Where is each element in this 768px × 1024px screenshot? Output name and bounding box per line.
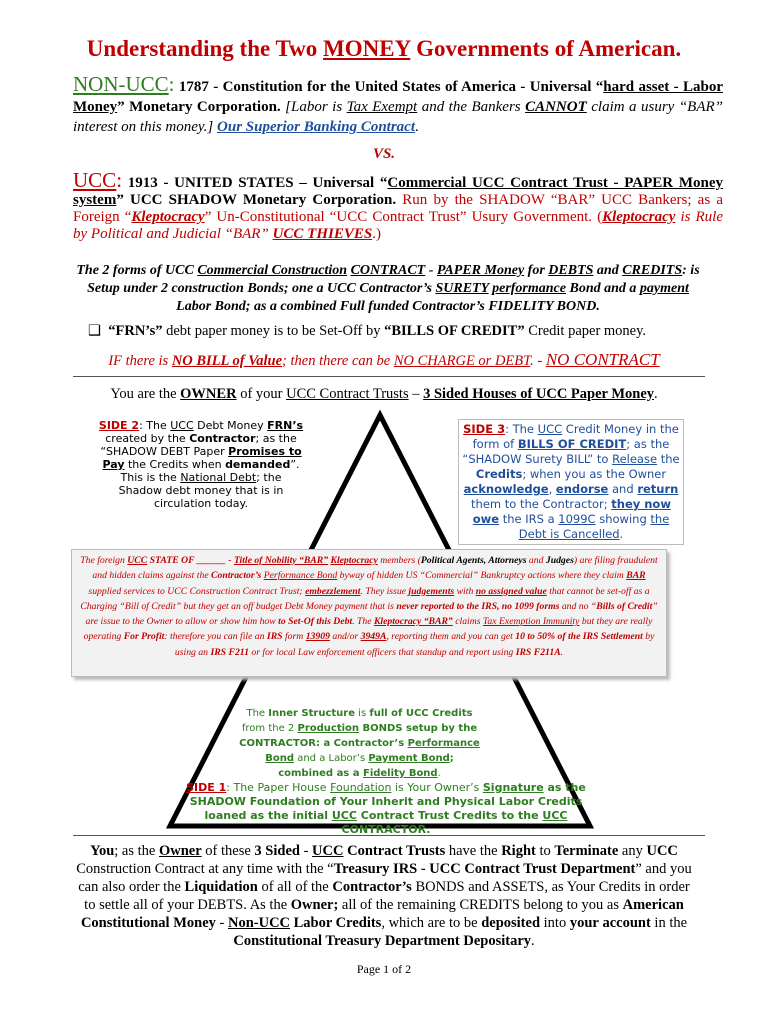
checkbox-bullet-icon: ❑ [88,323,101,339]
ucc-paragraph: UCC: 1913 - UNITED STATES – Universal “Commercial UCC Contract Trust - PAPER Money system” UCC SHADOW Monetary Corporation. Run by the SHADOW “BAR” UCC Bankers; as a Foreign “Kleptocracy” Un-Constitutional “UCC Contract Trust” Usury Government. (Kleptocracy is Rule by Political and Judicial “BAR” UCC THIEVES.) [73,168,724,242]
divider-bottom [73,835,705,836]
side-3-box: SIDE 3: The UCC Credit Money in the form of BILLS OF CREDIT; as the “SHADOW Surety BILL” to Release the Credits; when you as the Owner acknowledge, endorse and return them to the Contractor; they now owe the IRS a 1099C showing the Debt is Cancelled. [458,419,684,545]
no-bill-line: IF there is NO BILL of Value; then there can be NO CHARGE or DEBT. - NO CONTRACT [108,350,660,369]
non-ucc-paragraph: NON-UCC: 1787 - Constitution for the United States of America - Universal “hard asset - Labor Money” Monetary Corporation. [Labor is Tax Exempt and the Bankers CANNOT claim a usury “BAR” interest on this money.] Our Superior Banking Contract. [73,72,723,135]
divider-top [73,376,705,377]
page-title: Understanding the Two MONEY Governments of American. [86,36,682,61]
frn-bullet: ❑ “FRN’s” debt paper money is to be Set-Off by “BILLS OF CREDIT” Credit paper money. [88,323,647,339]
owner-line: You are the OWNER of your UCC Contract Trusts – 3 Sided Houses of UCC Paper Money. [110,386,658,402]
side-1-box: SIDE 1: The Paper House Foundation is Your Owner’s Signature as the SHADOW Foundation of Your Inherit and Physical Labor Credits loaned as the initial UCC Contract Trust Credits to the UCC CONTRACTOR. [186,781,586,833]
foreign-state-box: The foreign UCC STATE OF ______ - Title of Nobility “BAR” Kleptocracy members (Political Agents, Attorneys and Judges) are filing fraudulent and hidden claims against the Contractor’s Performance Bond byway of hidden US “Commercial” Bankruptcy actions where they claim BAR supplied services to UCC Construction Contract Trust; embezzlement. They issue judgements with no assigned value that cannot be set-off as a Charging “Bill of Credit” but they get an off budget Debt Money payment that is never reported to the IRS, no 1099 forms and no “Bills of Credit” are issue to the Owner to allow or show him how to Set-Of this Debt. The Kleptocracy “BAR” claims Tax Exemption Immunity but they are really operating For Profit: therefore you can file an IRS form 13909 and/or 3949A, reporting them and you can get 10 to 50% of the IRS Settlement by using an IRS F211 or for local Law enforcement officers that standup and report using IRS F211A. [71,549,667,677]
inner-structure-box: The Inner Structure is full of UCC Credits from the 2 Production BONDS setup by the CONTRACTOR: a Contractor’s Performance Bond and a Labor’s Payment Bond; combined as a Fidelity Bond. [239,708,480,779]
superior-banking-contract-link[interactable]: Our Superior Banking Contract [217,119,416,135]
owner-rights-paragraph: You; as the Owner of these 3 Sided - UCC Contract Trusts have the Right to Terminate any UCC Construction Contract at any time with the “Treasury IRS - UCC Contract Trust Department” and you can also order the Liquidation of all of the Contractor’s BONDS and ASSETS, as Your Credits in order to settle all of your DEBTS. As the Owner; all of the remaining CREDITS belong to you as American Constitutional Money - Non-UCC Labor Credits, which are to be deposited into your account in the Constitutional Treasury Department Depositary. [76,843,692,949]
page-number: Page 1 of 2 [356,962,412,976]
side-2-box: SIDE 2: The UCC Debt Money FRN’s created by the Contractor; as the “SHADOW DEBT Paper Promises to Pay the Credits when demanded”. This is the National Debt; the Shadow debt money that is in circulation today. [98,419,304,510]
versus-label: VS. [372,146,396,162]
forms-paragraph: The 2 forms of UCC Commercial Construction CONTRACT - PAPER Money for DEBTS and CREDITS: is Setup under 2 construction Bonds; one a UCC Contractor’s SURETY performance Bond and a payment Labor Bond; as a combined Full funded Contractor’s FIDELITY BOND. [76,263,700,314]
